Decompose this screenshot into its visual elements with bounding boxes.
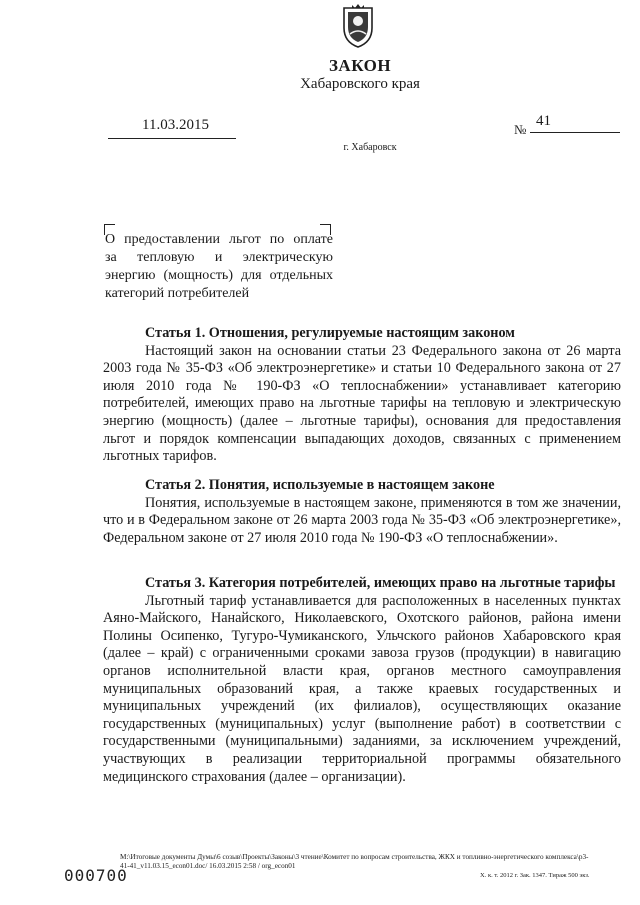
subject-line: энергию (мощность) для отдельных [105,268,333,283]
subject-line: О предоставлении льгот по оплате [105,232,333,247]
article-body: Настоящий закон на основании статьи 23 Федерального закона от 26 марта 2003 года № 35-ФЗ «Об электроэнергетике» и статьи 10 Федерального закона от 27 июля 2010 года № 190-ФЗ «О теплоснабжении» устанавливает категорию потребителей, имеющих право на льготные тарифы на тепловую и электрическую энергию (мощность) (далее – льготные тарифы), основания для предоставления льгот и порядок компенсации выпадающих доходов, связанных с применением льготных тарифов. [103,342,621,465]
article-body: Понятия, используемые в настоящем законе, применяются в том же значении, что и в Федеральном законе от 26 марта 2003 года № 35-ФЗ «Об электроэнергетике», Федеральном законе от 27 июля 2010 года № 190-ФЗ «О теплоснабжении». [103,494,621,546]
document-date: 11.03.2015 [142,117,209,133]
article-3 [103,575,621,786]
file-path-line: 41-41_v11.03.15_econ01.doc/ 16.03.2015 2:58 / org_econ01 [120,862,296,870]
document-type: ЗАКОН [328,56,392,75]
file-path-line: M:\Итоговые документы Думы\6 созыв\Проекты\Законы\3 чтение\Комитет по вопросам строительства, ЖКХ и топливно-энергетического комплекса\р3- [120,853,589,861]
number-underline [530,132,620,133]
coat-of-arms-icon [340,4,376,48]
article-heading: Статья 1. Отношения, регулируемые настоящим законом [145,325,515,341]
date-underline [108,138,236,139]
subject-line: категорий потребителей [105,286,250,301]
document-region: Хабаровского края [300,76,420,92]
serial-stamp: 000700 [64,866,128,885]
print-info: Х. к. т. 2012 г. Зак. 1347. Тираж 500 экз. [480,872,590,879]
subject-line: за тепловую и электрическую [105,250,333,265]
number-sign: № [514,122,527,137]
document-subject [105,231,333,303]
article-1 [103,325,621,466]
article-2 [103,477,621,547]
article-heading: Статья 2. Понятия, используемые в настоящем законе [145,477,495,493]
document-number: 41 [536,113,551,129]
file-path-footer [120,853,635,871]
article-heading: Статья 3. Категория потребителей, имеющих право на льготные тарифы [145,575,616,591]
document-city: г. Хабаровск [343,142,397,153]
article-body: Льготный тариф устанавливается для расположенных в населенных пунктах Аяно-Майского, Нанайского, Николаевского, Охотского районов, района имени Полины Осипенко, Тугуро-Чумиканского, Ульчского районов Хабаровского края (далее – край) с ограниченными сроками завоза грузов (продукции) в навигацию органов исполнительной власти края, органов местного самоуправления муниципальных образований края, а также краевых государственных и муниципальных учреждений (их филиалов), осуществляющих оказание государственных (муниципальных) услуг (выполнение работ) в соответствии с государственными (муниципальными) заданиями, за исключением учреждений, участвующих в реализации территориальной программы обязательного медицинского страхования (далее – организации). [103,592,621,785]
